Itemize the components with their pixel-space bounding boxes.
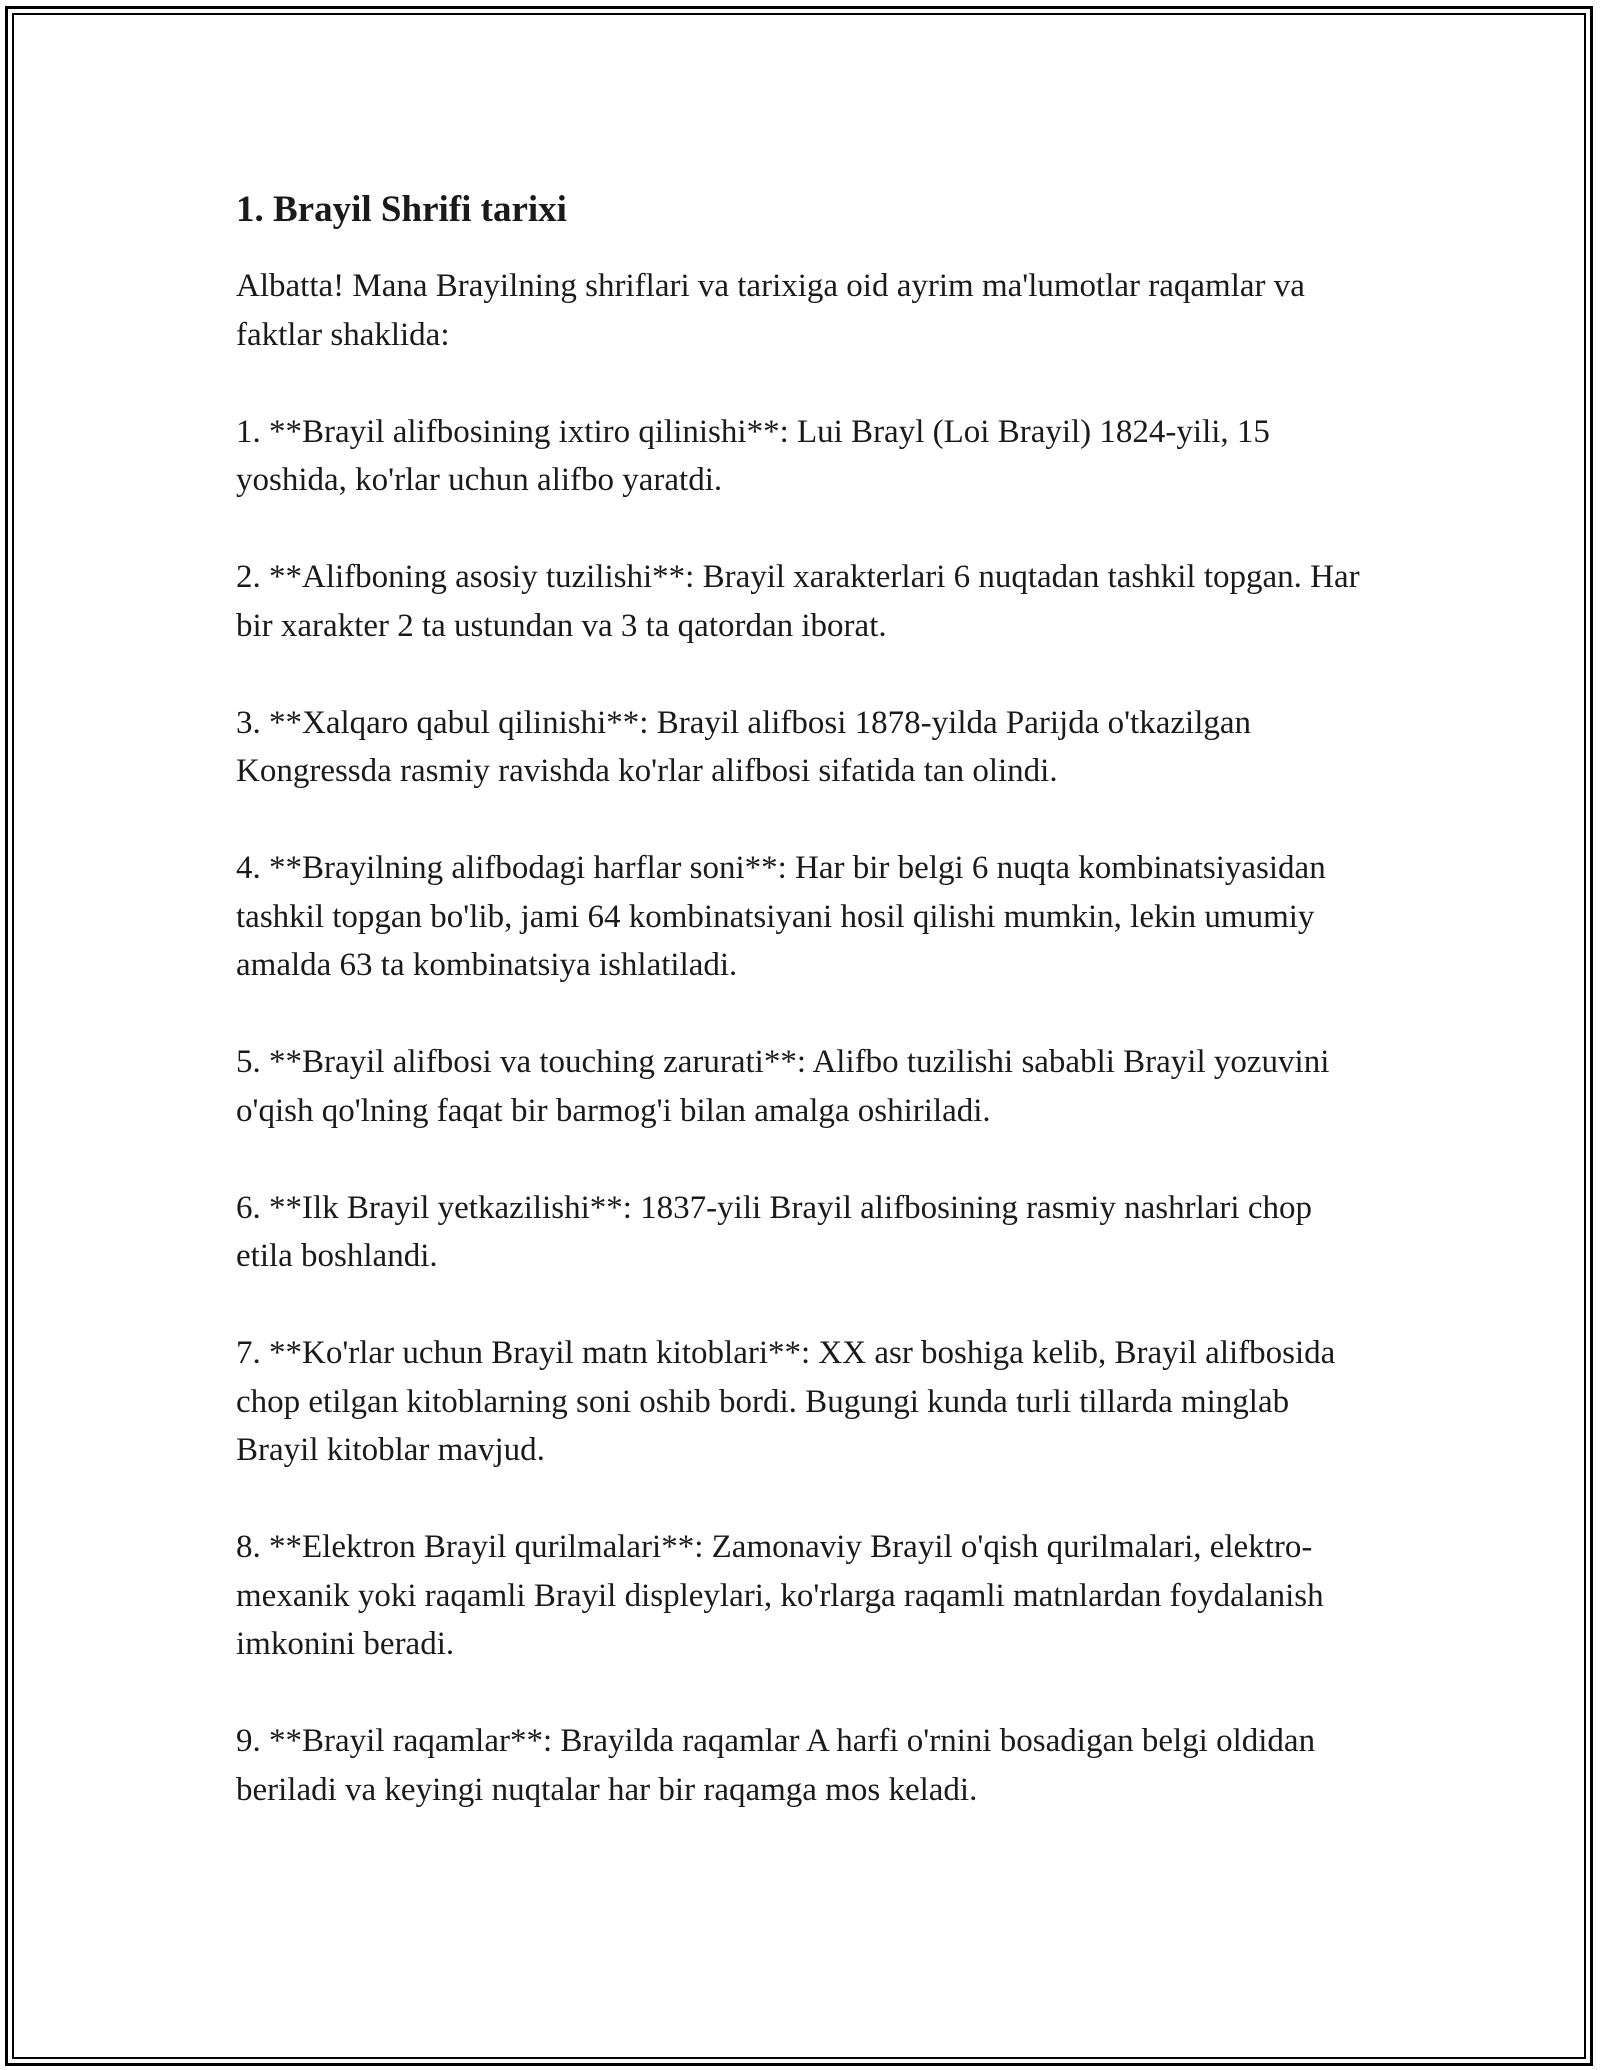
fact-paragraph-1: 1. **Brayil alifbosining ixtiro qilinishi**: Lui Brayl (Loi Brayil) 1824-yili, 15 yoshida, ko'rlar uchun alifbo yaratdi. xyxy=(236,413,1270,498)
document-body xyxy=(236,186,1376,1863)
intro-paragraph: Albatta! Mana Brayilning shriflari va tarixiga oid ayrim ma'lumotlar raqamlar va faktlar shaklida: xyxy=(236,268,1305,353)
fact-paragraph-2: 2. **Alifboning asosiy tuzilishi**: Brayil xarakterlari 6 nuqtadan tashkil topgan. Har bir xarakter 2 ta ustundan va 3 ta qatordan iborat. xyxy=(236,559,1360,644)
fact-paragraph-7: 7. **Ko'rlar uchun Brayil matn kitoblari**: XX asr boshiga kelib, Brayil alifbosida chop etilgan kitoblarning soni oshib bordi. Bugungi kunda turli tillarda minglab Brayil kitoblar mavjud. xyxy=(236,1335,1336,1468)
fact-paragraph-3: 3. **Xalqaro qabul qilinishi**: Brayil alifbosi 1878-yilda Parijda o'tkazilgan Kongressda rasmiy ravishda ko'rlar alifbosi sifatida tan olindi. xyxy=(236,704,1252,789)
fact-paragraph-9: 9. **Brayil raqamlar**: Brayilda raqamlar A harfi o'rnini bosadigan belgi oldidan beriladi va keyingi nuqtalar har bir raqamga mos keladi. xyxy=(236,1723,1316,1808)
fact-paragraph-5: 5. **Brayil alifbosi va touching zarurati**: Alifbo tuzilishi sababli Brayil yozuvini o'qish qo'lning faqat bir barmog'i bilan amalga oshiriladi. xyxy=(236,1044,1330,1129)
document-title: 1. Brayil Shrifi tarixi xyxy=(236,189,567,230)
fact-paragraph-8: 8. **Elektron Brayil qurilmalari**: Zamonaviy Brayil o'qish qurilmalari, elektro-mexanik yoki raqamli Brayil displeylari, ko'rlarga raqamli matnlardan foydalanish imkonini beradi. xyxy=(236,1529,1324,1662)
fact-paragraph-4: 4. **Brayilning alifbodagi harflar soni**: Har bir belgi 6 nuqta kombinatsiyasidan tashkil topgan bo'lib, jami 64 kombinatsiyani hosil qilishi mumkin, lekin umumiy amalda 63 ta kombinatsiya ishlatiladi. xyxy=(236,850,1326,983)
fact-paragraph-6: 6. **Ilk Brayil yetkazilishi**: 1837-yili Brayil alifbosining rasmiy nashrlari chop etila boshlandi. xyxy=(236,1189,1312,1274)
